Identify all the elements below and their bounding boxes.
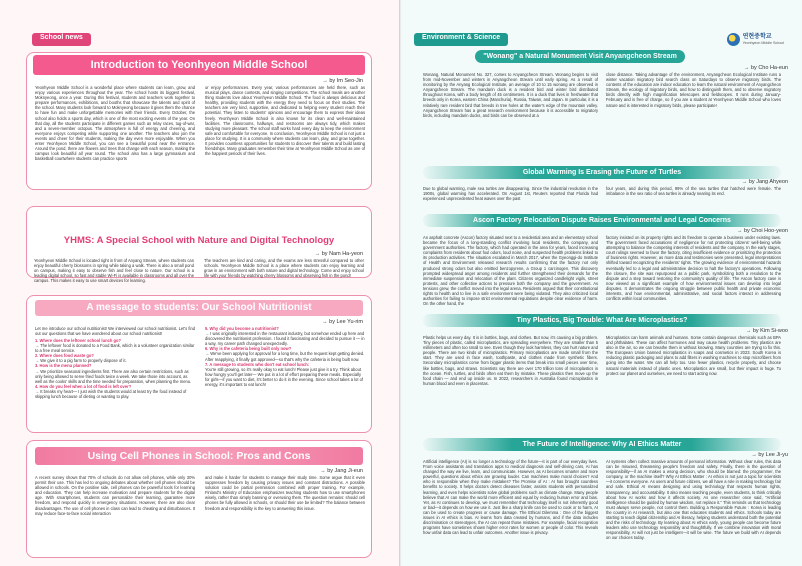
qa-question: 7. A message to students who don't eat school lunch: xyxy=(205,361,310,367)
qa-list-left xyxy=(35,338,195,430)
article-nutritionist xyxy=(26,295,372,433)
qa-item xyxy=(205,326,365,346)
qa-answer: → We give it to a pig farm to properly dispose of it. xyxy=(35,358,127,364)
article-column: Artificial intelligence (AI) is no longer a technology of the future—it is part of our everyday lives. From voice assistants and translation apps to medical diagnosis and self-driving cars, AI has changed the way we live, learn, and communicate. However, as AI becomes smarter and more powerful, questions about ethics are growing louder. Can machines make moral choices? And who is responsible when they make mistakes? The Promise of AI : AI has brought countless benefits to society. It helps doctors detect diseases faster, assists students with personalized learning, and even helps scientists solve global problems such as climate change. Many people believe that AI can make the world more efficient and equal by reducing human error and bias. Yet, as AI continues to develop, we must remember that technology itself is not inherently good or bad—it depends on how we use it. Just like a sharp knife can be used to cook or to harm, AI can be used to create progress or cause damage. The Ethical Dilemma : One of the biggest issues in AI ethics is bias. AI learns from data created by humans, and if the data includes discrimination or stereotypes, the AI can repeat those mistakes. For example, facial recognition programs have sometimes shown higher error rates for women or people of color. This reveals how unfair data can lead to unfair outcomes. Another issue is privacy. xyxy=(423,459,598,536)
section-tab-environment: Environment & Science xyxy=(414,33,508,46)
article-column: four years, and during this period, 99% of the sea turtles that hatched were female. The imbalance in the sex ratio of sea turtles is already nearing its end. xyxy=(606,186,781,197)
section-tab-school-news: School news xyxy=(32,33,91,46)
qa-item xyxy=(205,362,365,387)
right-page xyxy=(401,0,802,566)
article-column: Wonang, Natural Monument No. 327, comes to Anyangcheon Stream. Wonang begins to visit from mid-November and winters in Anyangcheon Stream until early spring. As a result of monitoring by the Anyang Ecological Institute, an average of 10 to 15 wonang are observed in Anyangcheon Stream. The mandarin duck is a resident bird and winter bird distributed throughout Korea, with a body length of 45 centimeters. It is a duck that lives in freshwater that breeds only in Korea, eastern China (Manchuria), Russia, Taiwan, and Japan. In particular, it is a relatively rare resident bird that breeds in tree holes at the water's edge of the mountain valley. Anyangcheon Stream has a great research environment because it is accessible to migratory birds, including mandarin ducks, and birds can be observed at a xyxy=(423,72,598,118)
article-column: A recent survey shows that 70% of schools do not allow cell phones, while only 30% permit their use. This has led to ongoing debates about whether cell phones should be allowed in schools. On the positive side, cell phones can be powerful tools for learning and education. They can help increase motivation and prepare students for the digital age. With smartphones, students can personalize their learning, guarantee more freedom, and respond quickly in emergency situations. However, there are also clear disadvantages. The use of cell phones in class can lead to cheating and disturbances. It may reduce face-to-face social interaction xyxy=(35,475,195,516)
article-title: The Future of Intelligence: Why AI Ethics Matter xyxy=(423,438,781,451)
qa-question: 5. Why did you become a nutritionist? xyxy=(205,326,279,331)
article-title: A message to students: Our School Nutritionist xyxy=(35,300,363,316)
qa-answer: You're still growing, so it's really okay to eat lunch! Please just give it a try. Think about how hungry you'll get later— We put in a lot of effort preparing these meals. Especially for girls—if you want to diet, it's better to do it in the evening. Since school takes a lot of energy, it's important to eat lunch! xyxy=(205,366,364,388)
article-title: "Wonang" a Natural Monument Visit Anyangcheon Stream xyxy=(475,50,685,63)
article-column: Yeonhyeon Middle School is located right in front of Anyang Stream, where students can enjoy beautiful cherry blossoms in spring while taking a walk. There is also a small pond on campus, making it easy to observe fish and feel close to nature. Our school is a leading digital school, so fast and stable Wi-Fi is available in classrooms and all over the campus. This makes it easy to use smart devices for learning. xyxy=(34,258,194,284)
qa-item xyxy=(205,346,365,361)
article-byline: → by Jang Ji-eun xyxy=(320,468,363,474)
article-title: Using Cell Phones in School: Pros and Cons xyxy=(35,447,363,465)
qa-question: 2. Where does food waste go? xyxy=(35,353,94,359)
qa-list-right xyxy=(205,326,365,430)
article-column: AI systems often collect massive amounts of personal information. Without clear rules, this data can be misused, threatening people's freedom and safety. Finally, there is the question of responsibility—if an AI makes a wrong decision, who should be blamed: the programmer, the company, or the machine itself? Why AI Ethics Matter : AI ethics is not just a topic for scientists—it concerns everyone. As users and future citizens, we all have a role in making technology fair and safe. Ethical AI means designing and using technology that respects human rights, transparency, and accountability. It also means teaching people, even students, to think critically about how AI works and how it affects society. As one researcher once said, "Artificial intelligence should be guided by human wisdom, not replace it." This reminds us that technology must always serve people, not control them. Building a Responsible Future : Korea is leading the country in AI research, but also one that educates students and ethics. Schools today are starting to teach digital citizenship and AI literacy, helping students understand both the potential and the risks of technology. By learning about AI ethics early, young people can become future leaders who use technology responsibly and thoughtfully. If we combine innovation with moral responsibility, AI will not just be intelligent—it will be wise. The future we build with AI depends on our choices today. xyxy=(606,459,781,541)
article-column: Yeonhyeon Middle School is a wonderful place where students can learn, grow, and enjoy various experiences throughout the year. The school hosts its biggest festival, Moknyeong, once a year. During this festival, students and teachers work together to prepare performances, exhibitions, and booths that showcase the talents and spirit of the school. Many students look forward to Moknyeong because it gives them the chance to have fun and make unforgettable memories with their friends. Every October, the school also holds a sports day, which is one of the most exciting events of the year. On that day, all the students participate in different games such as relay races, tug-of-war, and a seven-member octopus. The atmosphere is full of energy and cheering, and everyone enjoys competing while supporting one another. The teachers also join the events and cheer for their students, making the day even more enjoyable. When you enter Yeonhyeon Middle School, you can see a beautiful pond near the entrance. Around the pond, there are flowers and trees that change with each season, making the campus look beautiful all year round. The school also has a large gymnasium and basketball courtwhere students can practice sports xyxy=(35,85,195,162)
qa-question: 4. How do you feel when a lot of food is left over? xyxy=(35,383,132,389)
qa-question: 6. Why is the cafeteria being built only now? xyxy=(205,346,292,352)
qa-question: 1. Where does the leftover school lunch go? xyxy=(35,338,121,343)
article-column: Microplastics can harm animals and humans. Some contain dangerous chemicals such as BPA and phthalates. These can affect hormones and may cause health problems. Tiny plastics are also in the air, so we can breathe them in without knowing. Many countries are trying to fix this. The European Union banned microplastics in soaps and cosmetics in 2023. South Korea is reducing plastic packaging and plans to add filters in washing machines to stop microfibers from going into the water. We can all help too. Use fewer plastics, recycle properly, and choose natural materials instead of plastic ones. Microplastics are small, but their impact is huge. To protect our planet and ourselves, we need to start acting now. xyxy=(606,335,781,376)
article-byline: → by Cho Ha-eun xyxy=(743,65,788,71)
article-column: and make it harder for students to manage their study time. Some argue that it even suppresses freedom by causing privacy issues and constant distractions. A possible solution could be partial permission combined with proper training. For example, Finland's Ministry of Education emphasizes teaching students how to use smartphones wisely, rather than simply banning or overusing them. The question remains: should cell phones be fully allowed in schools, or should their use be limited? The balance between freedom and responsibility is the key to answering this issue. xyxy=(205,475,365,511)
article-column: The teachers are kind and caring, and the exams are less stressful compared to other schools. Yeonhyeon Middle School is a place where students can enjoy learning and grow in an environment with both nature and digital technology. Come and enjoy school life with your friends by watching cherry blossoms and observing fish in the pond! xyxy=(204,258,364,279)
article-byline: → by Im Seo-Jin xyxy=(322,78,363,84)
article-intro: Let me introduce our school nutritionist! We interviewed our school nutritionist. Let's find out our questions that we have wondered about our school nutritionist! xyxy=(35,326,195,337)
qa-item xyxy=(35,384,195,399)
article-title: YHMS: A Special School with Nature and Digital Technology xyxy=(63,235,335,246)
article-column: close distance. Taking advantage of the environment, Anyangcheon Ecological Institute runs a winter vacation migratory bird search class on Saturdays to observe migratory birds. The contents of the education are indoor education to learn the natural environment of Anyangcheon Stream, the ecology of migratory birds, and how to distinguish them, and to observe migratory birds directly with high magnification telescopes and fieldscopes. It runs during January-February and is free of charge, so if you are a student at Yeonhyeon Middle School who loves nature and is interested in migratory birds, please participate! xyxy=(606,72,781,108)
qa-item xyxy=(35,353,195,363)
article-column: Due to global warming, male sea turtles are disappearing. Since the industrial revolution in the 1900s, global warming has accelerated. On August 1st, Reuters reported that Florida had experienced unprecedented heat waves over the past xyxy=(423,186,598,202)
article-column: An asphalt concrete (Ascon) factory situated next to a residential area and an elementary school became the focus of a long-standing conflict involving local residents, the company, and government authorities. The factory, which had operated in the area for years, faced increasing complaints from residents about foul odors, loud noise, and suspected health problems linked to its production activities. The situation escalated in March 2017, when the Gyeonggi-do Institute of Health and Environment released research results confirming that the factory not only produced strong odors but also emitted benzopyrene, a Group 1 carcinogen. This discovery prompted widespread anger among residents and further strengthened their demands for the immediate suspension and relocation of the plant. Citizens organized candlelight vigils, street protests, and other collective actions to pressure both the company and the government. As tensions grew, the conflict moved into the legal arena. Residents argued that their constitutional rights to health and to live in a safe environment were being violated. They also criticized local authorities for failing to impose strict environmental regulations despite clear evidence of harm. On the other hand, the xyxy=(423,235,598,307)
qa-answer: → The leftover food is donated to a Food Bank, which is a volunteer organization similar to a free meal service. xyxy=(35,343,195,354)
article-title: Ascon Factory Relocation Dispute Raises Environmental and Legal Concerns xyxy=(423,214,781,227)
qa-answer: → It breaks my heart— I just wish the students would at least try the food instead of skipping lunch because of dieting or wanting to play. xyxy=(35,388,187,400)
qa-answer: → We prioritize seasonal ingredients first. There are also certain restrictions, such as only being allowed to serve fried foods twice a week. We take those into account, as well as the cooks' skills and the time needed for preparation, when planning the menu. xyxy=(35,368,192,384)
logo-name: 연현중학교 xyxy=(742,33,772,40)
article-byline: → by Jang Ahyeon xyxy=(741,179,788,185)
left-page xyxy=(0,0,400,566)
logo-sub: Yeonhyeon Middle School xyxy=(742,40,784,45)
qa-answer: → I was originally interested in the restaurant industry, but somehow ended up here and discovered the nutritionist profession. I found it fascinating and decided to pursue it — in a way, my career path changed unexpectedly. xyxy=(205,331,365,347)
qa-question: 3. How is the menu planned? xyxy=(35,363,92,369)
article-introduction xyxy=(26,52,372,190)
qa-item xyxy=(35,338,195,353)
article-column: or enjoy performances. Every year, various performances are held there, such as musical plays, dance contests, and singing competitions. The school meals are another thing students love about Yeonhyeon Middle School. The food is always delicious and healthy, providing students with the energy they need to focus on their studies. The teachers are very kind, supportive, and dedicated to helping every student reach their potential. They listen to students' opinions and encourage them to express their ideas freely. Yeonhyeon Middle School is also known for its clean and well-maintained facilities. The classrooms, hallways, and restrooms are always tidy, which makes studying more pleasant. The school staff works hard every day to keep the environment safe and comfortable for everyone. In conclusion, Yeonhyeon Middle School is not just a place for studying. It is a community where students can learn, play, and grow together. It provides countless opportunities for students to discover their talents and build lasting friendships. Many graduates remember their time at Yeonhyeon Middle School as one of the happiest periods of their lives. xyxy=(205,85,365,157)
logo-text xyxy=(743,34,784,46)
qa-answer: → We've been applying for approval for a long time, but the request kept getting denied. After reapplying, it finally got approved—so that's why the cafeteria is being built now. xyxy=(205,351,365,362)
qa-item xyxy=(35,363,195,383)
article-byline: → by Nam Ha-yeon xyxy=(314,251,363,257)
article-title: Introduction to Yeonhyeon Middle School xyxy=(33,55,365,75)
article-column: factory insisted on its property rights and its freedom to operate a business under existing laws. The government faced accusations of negligence for not protecting citizens' well-being while attempting to balance the competing interests of residents and the company. In the early stages, court rulings seemed to favor the factory, citing insufficient evidence or prioritizing the protection of business rights. However, as more data and testimonies were presented, legal interpretations shifted toward recognizing the residents' rights. The growing evidence of environmental hazards eventually led to a legal and administrative decision to halt the factory's operations. Following the closure, the site was repurposed as a public park, symbolizing both a resolution to the dispute and a step toward restoring the community's quality of life. The Ascon factory case is now viewed as a significant example of how environmental issues can develop into legal disputes. It demonstrates the ongoing struggle between public health and private economic interests, and how environmental, administrative, and social factors interact in addressing conflicts within local communities. xyxy=(606,235,781,302)
article-cell-phones xyxy=(26,440,372,558)
article-title: Tiny Plastics, Big Trouble: What Are Microplastics? xyxy=(423,314,781,327)
school-emblem-icon xyxy=(727,33,740,46)
article-column: Plastic helps us every day. It is in bottles, bags, and clothes. But now, it's causing a big problem. Tiny pieces of plastic, called microplastics, are spreading everywhere. They are smaller than 5 millimeters and often too small to see. Even though they look harmless, they can hurt nature and people. There are two kinds of microplastics. Primary microplastics are made small from the start. They are used in face wash, toothpaste, and clothes made from synthetic fibers. Secondary microplastics come from bigger plastic items that break into small pieces over time, like bottles, bags, and straws. Scientists say there are over 170 trillion tons of microplastics in the ocean. Fish, turtles, and birds often eat them by mistake. These plastics then move up the food chain — and end up inside us. In 2022, researchers in Australia found microplastics in human blood and even in placentas. xyxy=(423,335,598,386)
article-byline: → by Lee Yu-rim xyxy=(322,319,363,325)
article-byline: → by Kim Si-woo xyxy=(745,328,788,334)
article-byline: → by Choi Hoo-yeon xyxy=(736,228,788,234)
article-byline: → by Lee Ji-yu xyxy=(751,452,788,458)
article-title: Global Warming Is Erasing the Future of Turtles xyxy=(423,166,781,179)
school-logo xyxy=(727,33,784,46)
